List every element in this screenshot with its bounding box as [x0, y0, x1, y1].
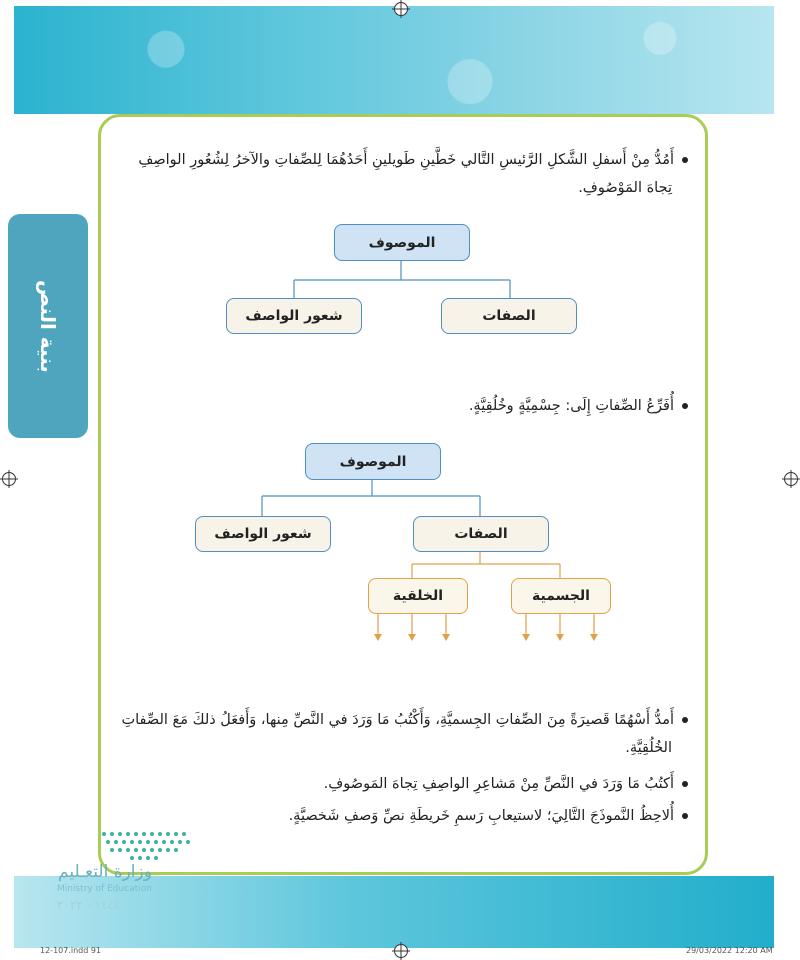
bullet-4-text: أَكتُبُ مَا وَرَدَ في النَّصِّ مِنْ مَشاعِرِ الواصِفِ تِجاهَ المَوصُوفِ. — [323, 776, 674, 792]
bullet-dot — [682, 781, 688, 787]
section-tab-label: بنية النص — [36, 279, 60, 373]
edition-year: ١٤٤٤ - ٢٠٢٢ — [57, 898, 121, 912]
bullet-dot — [682, 717, 688, 723]
ministry-name-english: Ministry of Education — [57, 884, 152, 894]
ministry-name: وزارة التعـليم — [58, 862, 152, 882]
bullet-3 — [118, 706, 688, 762]
bullet-dot — [682, 813, 688, 819]
bullet-1-line-1: أَمُدُّ مِنْ أَسفلِ الشَّكلِ الرَّئيسِ التَّالي خَطَّينِ طَويلينِ أَحَدُهُمَا لِلصِّفاتِ والآخرُ لِشُعُورِ الواصِفِ — [138, 152, 674, 168]
bullet-2-text: أُفَرِّعُ الصِّفاتِ إِلَى: جِسْمِيَّةٍ وخُلُقِيَّةٍ. — [468, 398, 674, 414]
diagram-1-feelings-box: شعور الواصف — [226, 298, 362, 334]
print-file-info: 12-107.indd 91 — [40, 946, 102, 955]
diagram-2-physical-box: الجسمية — [511, 578, 611, 614]
diagram-1-described-box: الموصوف — [334, 224, 470, 261]
diagram-2-moral-box: الخلقية — [368, 578, 468, 614]
bullet-4 — [118, 770, 688, 798]
bullet-5-text: أُلاحِظُ النَّموذَجَ التَّالِيَ؛ لاستيعابِ رَسمِ خَريطَةِ نصِّ وَصفِ شَخصيَّةٍ. — [288, 808, 674, 824]
diagram-2-described-box: الموصوف — [305, 443, 441, 480]
diagram-2-attributes-box: الصفات — [413, 516, 549, 552]
bullet-3-line-2: الخُلُقِيَّةِ. — [625, 740, 672, 756]
diagram-1-attributes-box: الصفات — [441, 298, 577, 334]
bullet-1-line-2: تِجاهَ المَوْصُوفِ. — [578, 180, 672, 196]
print-date-info: 29/03/2022 12:20 AM — [686, 946, 773, 955]
ministry-logo-icon — [100, 828, 192, 862]
bullet-3-line-1: أَمدُّ أَسْهُمًا قَصيرَةً مِنَ الصِّفاتِ الجِسميَّةِ، وَأَكْتُبُ مَا وَرَدَ في النَّصِّ مِنها، وَأَفعَلُ ذلكَ مَعَ الصِّفاتِ — [121, 712, 674, 728]
bullet-5 — [118, 802, 688, 830]
diagram-2-feelings-box: شعور الواصف — [195, 516, 331, 552]
